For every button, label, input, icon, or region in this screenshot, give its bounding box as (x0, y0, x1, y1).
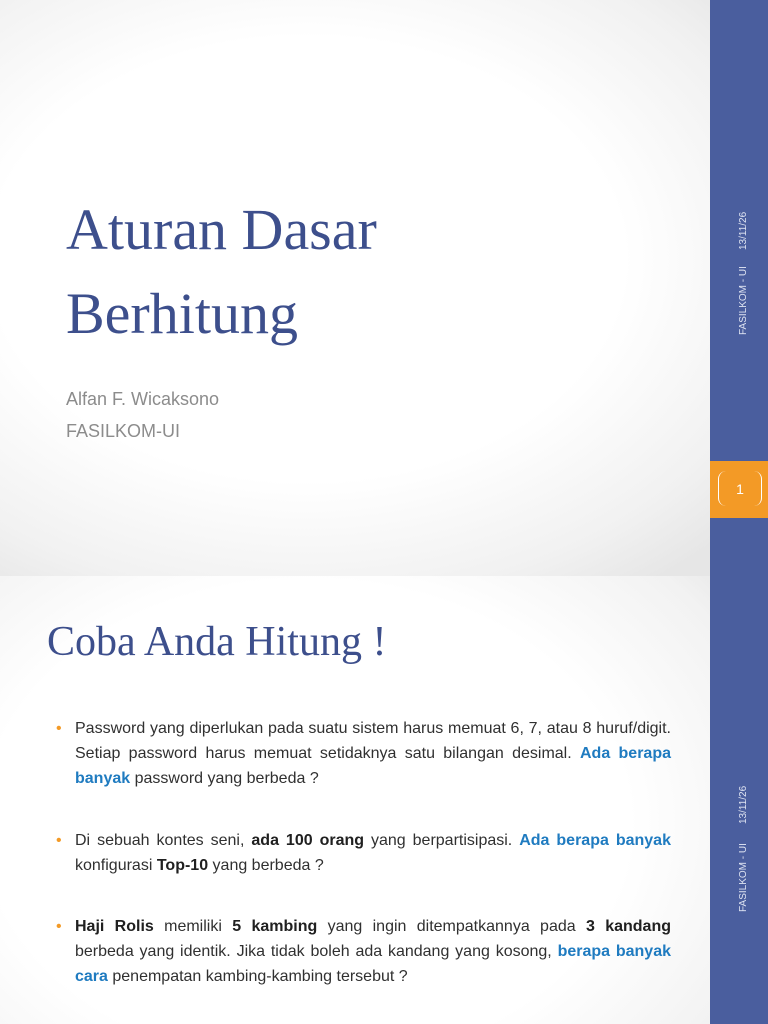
bullet-dot-icon: • (56, 918, 62, 935)
bullet-text: Password yang diperlukan pada suatu sistem harus memuat 6, 7, atau 8 huruf/digit. Setiap password harus memuat setidaknya satu bilangan desimal. Ada berapa banyak password yang berbeda ? (75, 720, 671, 787)
affiliation: FASILKOM-UI (66, 421, 181, 441)
sidebar-date: 13/11/26 (738, 211, 749, 250)
bullet-dot-icon: • (56, 720, 62, 737)
bullet-text: Haji Rolis memiliki 5 kambing yang ingin ditempatkannya pada 3 kandang berbeda yang identik. Jika tidak boleh ada kandang yang kosong, berapa banyak cara penempatan kambing-kambing tersebut ? (75, 918, 672, 985)
page-number-badge (710, 461, 768, 518)
sidebar-org: FASILKOM - UI (738, 843, 749, 912)
sidebar (710, 576, 768, 1024)
author-name: Alfan F. Wicaksono (66, 389, 220, 409)
slide-title (66, 188, 377, 356)
page-number: 1 (718, 471, 762, 506)
bullet-dot-icon: • (56, 832, 62, 849)
bullet-item (56, 914, 671, 989)
content-slide (0, 576, 768, 1024)
title-line-2: Berhitung (66, 281, 298, 346)
title-line-1: Aturan Dasar (66, 197, 377, 262)
sidebar-date: 13/11/26 (738, 785, 749, 824)
slide-title: Coba Anda Hitung ! (47, 619, 387, 665)
bullet-item (56, 828, 671, 878)
bullet-item (56, 716, 671, 791)
bullet-text: Di sebuah kontes seni, ada 100 orang yang berpartisipasi. Ada berapa banyak konfigurasi Top-10 yang berbeda ? (75, 832, 671, 874)
sidebar-org: FASILKOM - UI (738, 266, 749, 335)
